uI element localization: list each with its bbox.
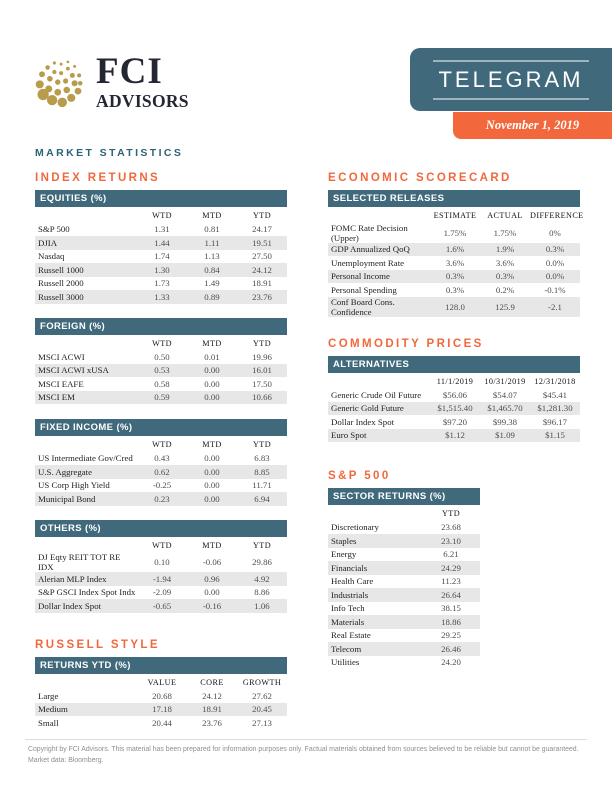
column-header: CORE [200, 677, 224, 687]
telegram-badge-label: TELEGRAM [433, 60, 588, 100]
table-title-bar: SECTOR RETURNS (%) [328, 488, 480, 505]
column-header: MTD [202, 540, 222, 550]
cell-value: 1.9% [495, 244, 515, 255]
row-label: Russell 1000 [38, 264, 84, 275]
table-header-row [35, 337, 287, 351]
cell-value: -2.1 [548, 301, 562, 312]
row-label: S&P 500 [38, 224, 70, 235]
brand-logo [33, 51, 189, 114]
table-row [328, 548, 480, 562]
cell-value: 0.10 [154, 557, 170, 567]
table-row [35, 492, 287, 506]
row-label: Small [38, 717, 59, 728]
cell-value: 1.30 [154, 264, 170, 275]
table-row [328, 429, 580, 443]
table-row [328, 575, 480, 589]
row-label: Generic Gold Future [331, 403, 404, 414]
cell-value: 18.91 [252, 278, 272, 289]
table-row [35, 552, 287, 572]
cell-value: 16.01 [252, 365, 272, 376]
issue-date-ribbon [453, 112, 612, 139]
cell-value: 1.11 [204, 237, 220, 248]
column-header: YTD [252, 440, 272, 450]
table-header-row [35, 438, 287, 452]
row-label: Generic Crude Oil Future [331, 389, 422, 400]
cell-value: 19.96 [252, 351, 272, 362]
table-row [35, 452, 287, 466]
column-header: WTD [152, 540, 172, 550]
cell-value: 24.12 [252, 264, 272, 275]
table-row [35, 263, 287, 277]
section-heading-commodity-prices: COMMODITY PRICES [328, 337, 484, 350]
column-header: ESTIMATE [433, 211, 477, 221]
row-label: Municipal Bond [38, 493, 96, 504]
table-row [328, 223, 580, 243]
table-row [35, 223, 287, 237]
table-row [35, 572, 287, 586]
cell-value: 0.3% [445, 271, 465, 282]
cell-value: 0.43 [154, 453, 170, 464]
row-label: MSCI EM [38, 392, 75, 403]
row-label: S&P GSCI Index Spot Indx [38, 587, 136, 598]
cell-value: 4.92 [254, 573, 270, 584]
row-label: Real Estate [331, 630, 371, 641]
column-header: ACTUAL [487, 211, 523, 221]
cell-value: 0.96 [204, 573, 220, 584]
column-header: DIFFERENCE [530, 211, 584, 221]
cell-value: -0.1% [544, 284, 566, 295]
table-row [328, 588, 480, 602]
cell-value: $1,515.40 [437, 403, 473, 414]
cell-value: 6.94 [254, 493, 270, 504]
cell-value: -2.09 [152, 587, 172, 598]
table-title-bar: ALTERNATIVES [328, 356, 580, 373]
cell-value: 23.76 [252, 291, 272, 302]
table-row [35, 586, 287, 600]
cell-value: 1.31 [154, 224, 170, 235]
row-label: FOMC Rate Decision (Upper) [331, 222, 408, 243]
column-header: YTD [252, 211, 272, 221]
table-row [328, 656, 480, 670]
cell-value: 24.29 [441, 562, 461, 573]
table-row [35, 236, 287, 250]
row-label: DJ Eqty REIT TOT RE IDX [38, 552, 121, 572]
cell-value: 38.15 [441, 603, 461, 614]
fci-globe-icon [33, 57, 87, 114]
column-header: 10/31/2019 [484, 376, 526, 386]
cell-value: 29.86 [252, 557, 272, 567]
row-label: Euro Spot [331, 430, 367, 441]
section-heading-index-returns: INDEX RETURNS [35, 172, 161, 184]
table-selected-releases [328, 190, 584, 317]
cell-value: 0.53 [154, 365, 170, 376]
brand-name-bottom: ADVISORS [96, 91, 189, 112]
row-label: GDP Annualized QoQ [331, 244, 410, 255]
table-others [35, 520, 287, 613]
cell-value: $1,465.70 [487, 403, 523, 414]
table-title-bar: FOREIGN (%) [35, 318, 287, 335]
cell-value: 18.91 [202, 704, 222, 715]
table-row [35, 350, 287, 364]
cell-value: 0.00 [204, 587, 220, 598]
cell-value: 1.06 [254, 600, 270, 611]
cell-value: 0% [549, 227, 561, 238]
table-header-row [328, 375, 580, 389]
column-header: WTD [152, 338, 172, 348]
cell-value: 8.85 [254, 466, 270, 477]
cell-value: 1.73 [154, 278, 170, 289]
table-foreign [35, 318, 287, 405]
cell-value: 27.13 [252, 717, 272, 728]
table-row [35, 364, 287, 378]
cell-value: 0.59 [154, 392, 170, 403]
table-row [35, 703, 287, 717]
telegram-badge [410, 48, 612, 111]
row-label: Energy [331, 549, 357, 560]
row-label: Alerian MLP Index [38, 573, 107, 584]
cell-value: $96.17 [542, 416, 568, 427]
table-row [35, 290, 287, 304]
row-label: MSCI ACWI xUSA [38, 365, 109, 376]
cell-value: 17.50 [252, 378, 272, 389]
footer-disclaimer: Copyright by FCI Advisors. This material has been prepared for information purposes only. Factual materials obtained from sources believed to be reliable but cannot be guaranteed. Market data: Bloomberg. [28, 746, 579, 765]
cell-value: $56.06 [442, 389, 468, 400]
footer-divider [25, 739, 587, 740]
cell-value: 0.00 [204, 493, 220, 504]
cell-value: 26.64 [441, 589, 461, 600]
row-label: Unemployment Rate [331, 257, 405, 268]
brand-wordmark [96, 51, 189, 112]
cell-value: 0.00 [204, 365, 220, 376]
row-label: Materials [331, 616, 365, 627]
cell-value: $1,281.30 [537, 403, 573, 414]
table-row [328, 629, 480, 643]
cell-value: $99.38 [492, 416, 518, 427]
cell-value: 0.89 [204, 291, 220, 302]
cell-value: 1.33 [154, 291, 170, 302]
cell-value: 125.9 [495, 301, 515, 312]
row-label: Russell 2000 [38, 278, 84, 289]
cell-value: 20.45 [252, 704, 272, 715]
table-row [328, 270, 580, 284]
row-label: MSCI EAFE [38, 378, 84, 389]
table-title-bar: EQUITIES (%) [35, 190, 287, 207]
cell-value: 0.0% [545, 271, 565, 282]
cell-value: 0.58 [154, 378, 170, 389]
table-row [328, 415, 580, 429]
cell-value: 128.0 [445, 301, 465, 312]
row-label: Large [38, 690, 59, 701]
cell-value: 0.00 [204, 453, 220, 464]
table-header-row [328, 209, 584, 223]
cell-value: 20.44 [152, 717, 172, 728]
cell-value: 27.50 [252, 251, 272, 262]
cell-value: 11.23 [441, 576, 461, 587]
table-title-bar: RETURNS YTD (%) [35, 657, 287, 674]
column-header: MTD [202, 211, 222, 221]
column-header: MTD [202, 440, 222, 450]
table-alternatives [328, 356, 580, 443]
cell-value: 0.62 [154, 466, 170, 477]
table-row [328, 402, 580, 416]
cell-value: 0.3% [545, 244, 565, 255]
cell-value: 29.25 [441, 630, 461, 641]
cell-value: $1.15 [545, 430, 565, 441]
cell-value: 1.49 [204, 278, 220, 289]
column-header: YTD [252, 338, 272, 348]
table-row [328, 534, 480, 548]
brand-name-top: FCI [96, 51, 163, 92]
cell-value: 1.13 [204, 251, 220, 262]
cell-value: 8.86 [254, 587, 270, 598]
cell-value: 18.86 [441, 616, 461, 627]
table-row [328, 256, 580, 270]
cell-value: $45.41 [542, 389, 568, 400]
cell-value: 0.3% [495, 271, 515, 282]
cell-value: 0.3% [445, 284, 465, 295]
table-row [328, 521, 480, 535]
cell-value: 0.00 [204, 466, 220, 477]
table-row [35, 391, 287, 405]
row-label: Dollar Index Spot [331, 416, 395, 427]
table-header-row [35, 539, 287, 553]
cell-value: 0.50 [154, 351, 170, 362]
cell-value: 0.00 [204, 378, 220, 389]
row-label: Telecom [331, 643, 362, 654]
row-label: Russell 3000 [38, 291, 84, 302]
left-column [35, 172, 287, 730]
row-label: US Intermediate Gov/Cred [38, 453, 133, 464]
cell-value: 19.51 [252, 237, 272, 248]
table-russell-returns-ytd [35, 657, 287, 730]
row-label: Personal Income [331, 271, 390, 282]
table-row [328, 642, 480, 656]
cell-value: 0.0% [545, 257, 565, 268]
section-heading-sp500: S&P 500 [328, 470, 391, 482]
cell-value: 0.01 [204, 351, 220, 362]
cell-value: -0.25 [152, 480, 172, 491]
cell-value: $1.09 [495, 430, 515, 441]
table-title-bar: SELECTED RELEASES [328, 190, 580, 207]
cell-value: 0.84 [204, 264, 220, 275]
table-header-row [35, 209, 287, 223]
cell-value: 1.44 [154, 237, 170, 248]
cell-value: 24.17 [252, 224, 272, 235]
cell-value: 6.83 [254, 453, 270, 464]
cell-value: 1.75% [443, 227, 467, 238]
row-label: Dollar Index Spot [38, 600, 102, 611]
section-heading-economic-scorecard: ECONOMIC SCORECARD [328, 172, 512, 184]
table-row [35, 465, 287, 479]
cell-value: 24.20 [441, 657, 461, 668]
cell-value: 27.62 [252, 690, 272, 701]
table-header-row [328, 507, 480, 521]
row-label: Staples [331, 535, 357, 546]
cell-value: -1.94 [152, 573, 172, 584]
cell-value: -0.06 [202, 557, 222, 567]
column-header: GROWTH [242, 677, 282, 687]
cell-value: 24.12 [202, 690, 222, 701]
row-label: DJIA [38, 237, 58, 248]
table-row [35, 599, 287, 613]
table-row [328, 561, 480, 575]
cell-value: 3.6% [445, 257, 465, 268]
cell-value: 23.76 [202, 717, 222, 728]
cell-value: $54.07 [492, 389, 518, 400]
column-header: WTD [152, 440, 172, 450]
table-fixed-income [35, 419, 287, 506]
cell-value: $97.20 [442, 416, 468, 427]
cell-value: 6.21 [443, 549, 459, 560]
cell-value: 0.81 [204, 224, 220, 235]
section-heading-russell-style: RUSSELL STYLE [35, 638, 160, 651]
cell-value: 1.74 [154, 251, 170, 262]
cell-value: 20.68 [152, 690, 172, 701]
column-header: YTD [252, 540, 272, 550]
right-column [328, 172, 584, 669]
cell-value: 1.75% [493, 227, 517, 238]
column-header: 12/31/2018 [534, 376, 576, 386]
row-label: US Corp High Yield [38, 480, 110, 491]
row-label: Conf Board Cons. Confidence [331, 296, 395, 317]
row-label: Info Tech [331, 603, 365, 614]
table-row [35, 689, 287, 703]
cell-value: 26.46 [441, 643, 461, 654]
table-row [328, 388, 580, 402]
table-title-bar: OTHERS (%) [35, 520, 287, 537]
cell-value: $1.12 [445, 430, 465, 441]
table-header-row [35, 676, 287, 690]
cell-value: -0.65 [152, 600, 172, 611]
row-label: Financials [331, 562, 368, 573]
row-label: Industrials [331, 589, 369, 600]
table-row [35, 716, 287, 730]
table-row [328, 283, 580, 297]
cell-value: 10.66 [252, 392, 272, 403]
table-title-bar: FIXED INCOME (%) [35, 419, 287, 436]
cell-value: -0.16 [202, 600, 222, 611]
table-equities [35, 190, 287, 304]
row-label: Medium [38, 704, 68, 715]
row-label: Utilities [331, 657, 360, 668]
cell-value: 11.71 [252, 480, 272, 491]
table-row [328, 297, 580, 317]
table-row [35, 277, 287, 291]
row-label: Discretionary [331, 522, 379, 533]
cell-value: 0.00 [204, 480, 220, 491]
cell-value: 0.2% [495, 284, 515, 295]
cell-value: 23.68 [441, 522, 461, 533]
column-header: MTD [202, 338, 222, 348]
column-header: 11/1/2019 [436, 376, 474, 386]
row-label: U.S. Aggregate [38, 466, 92, 477]
row-label: Personal Spending [331, 284, 397, 295]
table-sector-returns [328, 488, 480, 669]
row-label: Health Care [331, 576, 374, 587]
table-row [328, 243, 580, 257]
issue-date: November 1, 2019 [485, 118, 580, 132]
column-header: YTD [441, 509, 461, 519]
column-header: VALUE [147, 677, 177, 687]
cell-value: 17.18 [152, 704, 172, 715]
row-label: Nasdaq [38, 251, 65, 262]
table-row [328, 602, 480, 616]
table-row [35, 377, 287, 391]
cell-value: 1.6% [445, 244, 465, 255]
cell-value: 0.23 [154, 493, 170, 504]
row-label: MSCI ACWI [38, 351, 85, 362]
page-title: MARKET STATISTICS [35, 147, 184, 159]
table-row [35, 250, 287, 264]
cell-value: 0.00 [204, 392, 220, 403]
table-row [35, 479, 287, 493]
cell-value: 3.6% [495, 257, 515, 268]
table-row [328, 615, 480, 629]
cell-value: 23.10 [441, 535, 461, 546]
column-header: WTD [152, 211, 172, 221]
